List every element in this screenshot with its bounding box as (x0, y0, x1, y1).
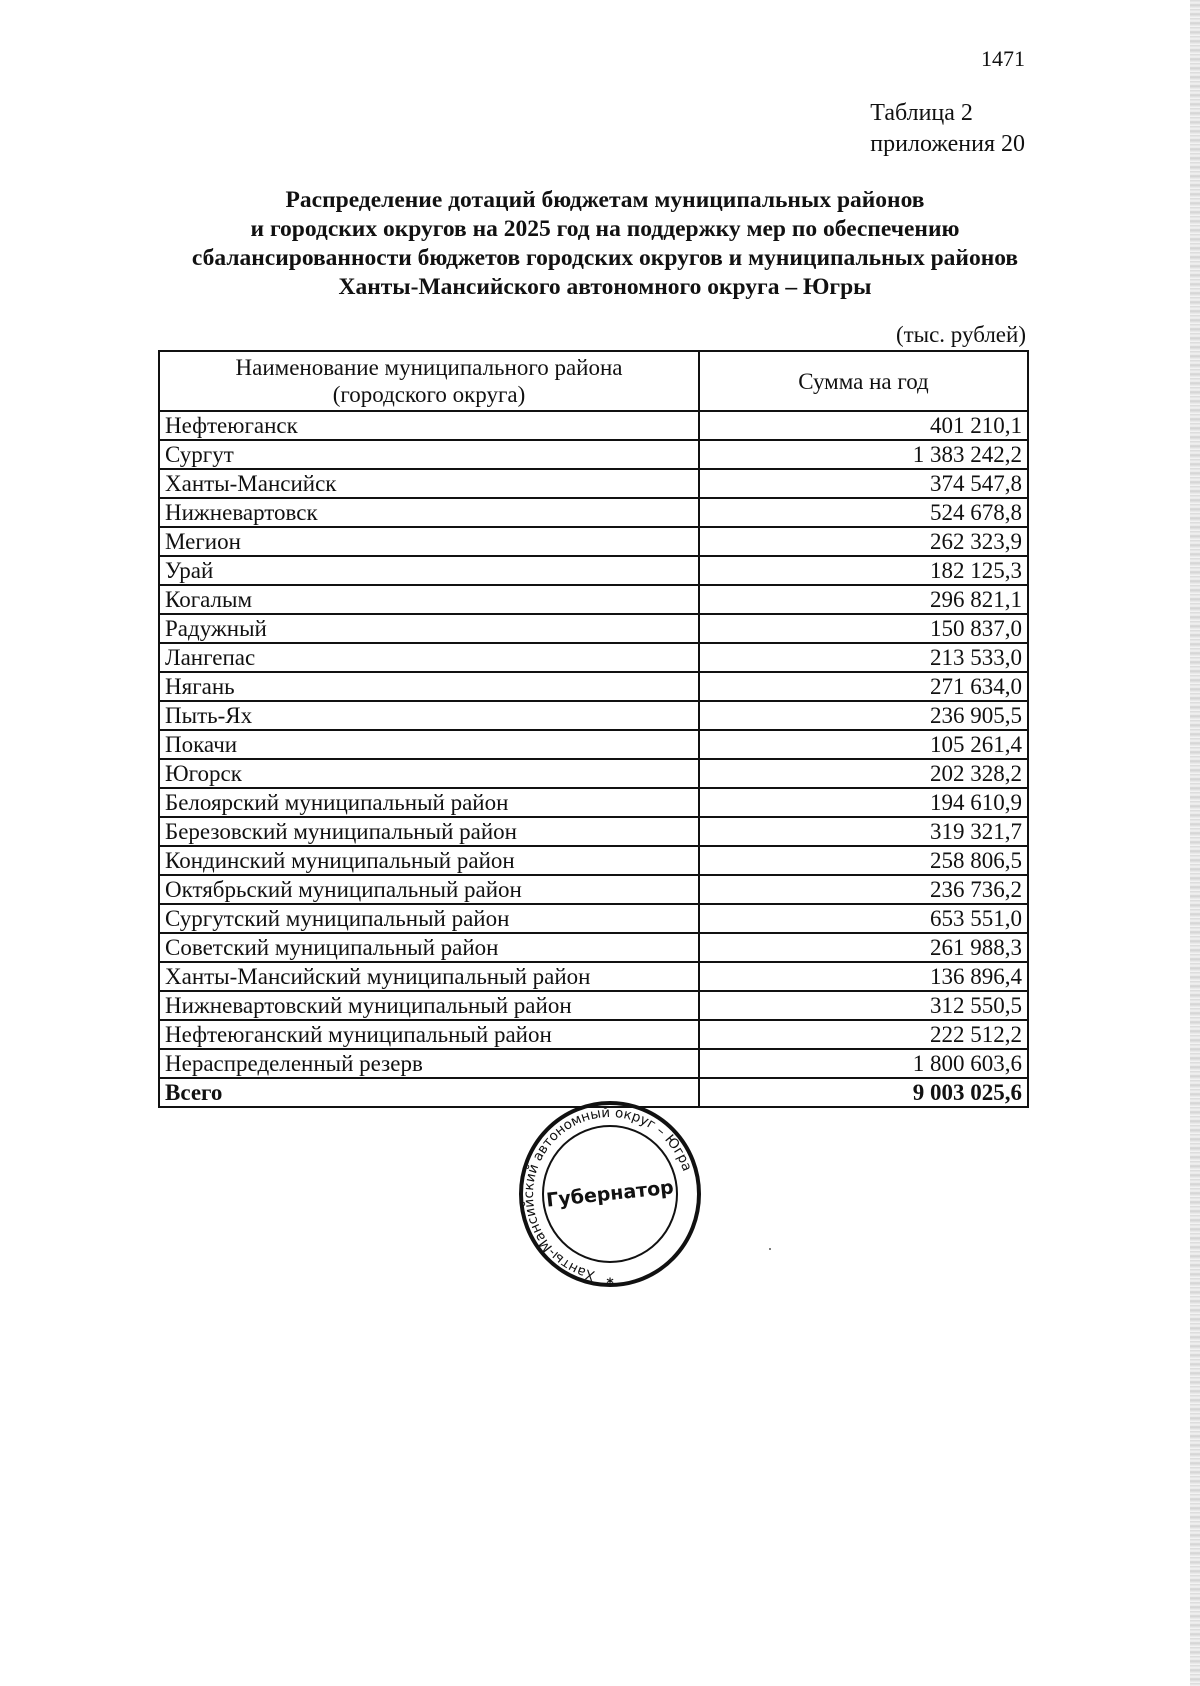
amount-cell: 236 736,2 (699, 875, 1028, 904)
municipality-name-cell: Белоярский муниципальный район (159, 788, 699, 817)
governor-seal (518, 1100, 702, 1288)
table-row (159, 498, 1028, 527)
municipality-name-cell: Мегион (159, 527, 699, 556)
municipality-name-cell: Когалым (159, 585, 699, 614)
amount-cell: 261 988,3 (699, 933, 1028, 962)
seal-center-text: Губернатор (545, 1176, 675, 1212)
table-row (159, 817, 1028, 846)
amount-cell: 374 547,8 (699, 469, 1028, 498)
table-header-row (159, 351, 1028, 411)
municipality-name-cell: Нижневартовский муниципальный район (159, 991, 699, 1020)
municipality-name-cell: Лангепас (159, 643, 699, 672)
amount-cell: 1 383 242,2 (699, 440, 1028, 469)
header-municipality-line2: (городского округа) (332, 382, 526, 407)
table-row (159, 411, 1028, 440)
table-row (159, 556, 1028, 585)
amount-cell: 401 210,1 (699, 411, 1028, 440)
municipality-name-cell: Югорск (159, 759, 699, 788)
amount-cell: 194 610,9 (699, 788, 1028, 817)
table-row (159, 440, 1028, 469)
table-row (159, 846, 1028, 875)
municipality-name-cell: Кондинский муниципальный район (159, 846, 699, 875)
municipality-name-cell: Березовский муниципальный район (159, 817, 699, 846)
amount-cell: 319 321,7 (699, 817, 1028, 846)
table-row (159, 788, 1028, 817)
amount-cell: 271 634,0 (699, 672, 1028, 701)
municipality-name-cell: Нераспределенный резерв (159, 1049, 699, 1078)
allocation-table (158, 350, 1029, 1108)
municipality-name-cell: Пыть-Ях (159, 701, 699, 730)
amount-cell: 182 125,3 (699, 556, 1028, 585)
title-line: Распределение дотаций бюджетам муниципальных районов (285, 187, 925, 213)
table-reference (870, 98, 1025, 160)
total-label-cell: Всего (159, 1078, 699, 1107)
total-amount-cell: 9 003 025,6 (699, 1078, 1028, 1107)
municipality-name-cell: Ханты-Мансийский муниципальный район (159, 962, 699, 991)
municipality-name-cell: Урай (159, 556, 699, 585)
header-municipality (159, 351, 699, 411)
amount-cell: 312 550,5 (699, 991, 1028, 1020)
amount-cell: 258 806,5 (699, 846, 1028, 875)
amount-cell: 524 678,8 (699, 498, 1028, 527)
amount-cell: 150 837,0 (699, 614, 1028, 643)
municipality-name-cell: Сургут (159, 440, 699, 469)
municipality-name-cell: Радужный (159, 614, 699, 643)
amount-cell: 136 896,4 (699, 962, 1028, 991)
amount-cell: 1 800 603,6 (699, 1049, 1028, 1078)
municipality-name-cell: Нижневартовск (159, 498, 699, 527)
title-line: и городских округов на 2025 год на поддержку мер по обеспечению (250, 216, 960, 242)
municipality-name-cell: Нефтеюганск (159, 411, 699, 440)
seal-ring-text: Ханты-Мансийский автономный округ – Югра (520, 1104, 695, 1284)
header-municipality-line1: Наименование муниципального района (235, 355, 623, 380)
page-number: 1471 (981, 46, 1025, 71)
table-row (159, 875, 1028, 904)
document-title (160, 186, 1050, 302)
table-row (159, 991, 1028, 1020)
table-row (159, 469, 1028, 498)
table-row (159, 730, 1028, 759)
table-row (159, 672, 1028, 701)
header-amount: Сумма на год (699, 351, 1028, 411)
table-row (159, 962, 1028, 991)
table-row (159, 585, 1028, 614)
table-reference-line1: Таблица 2 (870, 100, 973, 126)
table-row (159, 701, 1028, 730)
table-row (159, 933, 1028, 962)
table-body (159, 411, 1028, 1107)
municipality-name-cell: Сургутский муниципальный район (159, 904, 699, 933)
units-label: (тыс. рублей) (895, 322, 1026, 347)
amount-cell: 262 323,9 (699, 527, 1028, 556)
table-row (159, 1020, 1028, 1049)
scan-speck (769, 1248, 771, 1250)
amount-cell: 222 512,2 (699, 1020, 1028, 1049)
scan-edge-artifact (1190, 0, 1200, 1686)
municipality-name-cell: Советский муниципальный район (159, 933, 699, 962)
amount-cell: 105 261,4 (699, 730, 1028, 759)
table-row (159, 643, 1028, 672)
table-row (159, 614, 1028, 643)
title-line: сбалансированности бюджетов городских округов и муниципальных районов (191, 245, 1019, 271)
municipality-name-cell: Нефтеюганский муниципальный район (159, 1020, 699, 1049)
amount-cell: 653 551,0 (699, 904, 1028, 933)
title-line: Ханты-Мансийского автономного округа – Югры (338, 274, 872, 300)
seal-star: * (606, 1276, 614, 1288)
table-row (159, 904, 1028, 933)
amount-cell: 202 328,2 (699, 759, 1028, 788)
table-reference-line2: приложения 20 (870, 131, 1025, 157)
municipality-name-cell: Октябрьский муниципальный район (159, 875, 699, 904)
municipality-name-cell: Ханты-Мансийск (159, 469, 699, 498)
table-row (159, 527, 1028, 556)
table-row (159, 1049, 1028, 1078)
table-row (159, 759, 1028, 788)
amount-cell: 213 533,0 (699, 643, 1028, 672)
municipality-name-cell: Покачи (159, 730, 699, 759)
amount-cell: 296 821,1 (699, 585, 1028, 614)
municipality-name-cell: Нягань (159, 672, 699, 701)
amount-cell: 236 905,5 (699, 701, 1028, 730)
